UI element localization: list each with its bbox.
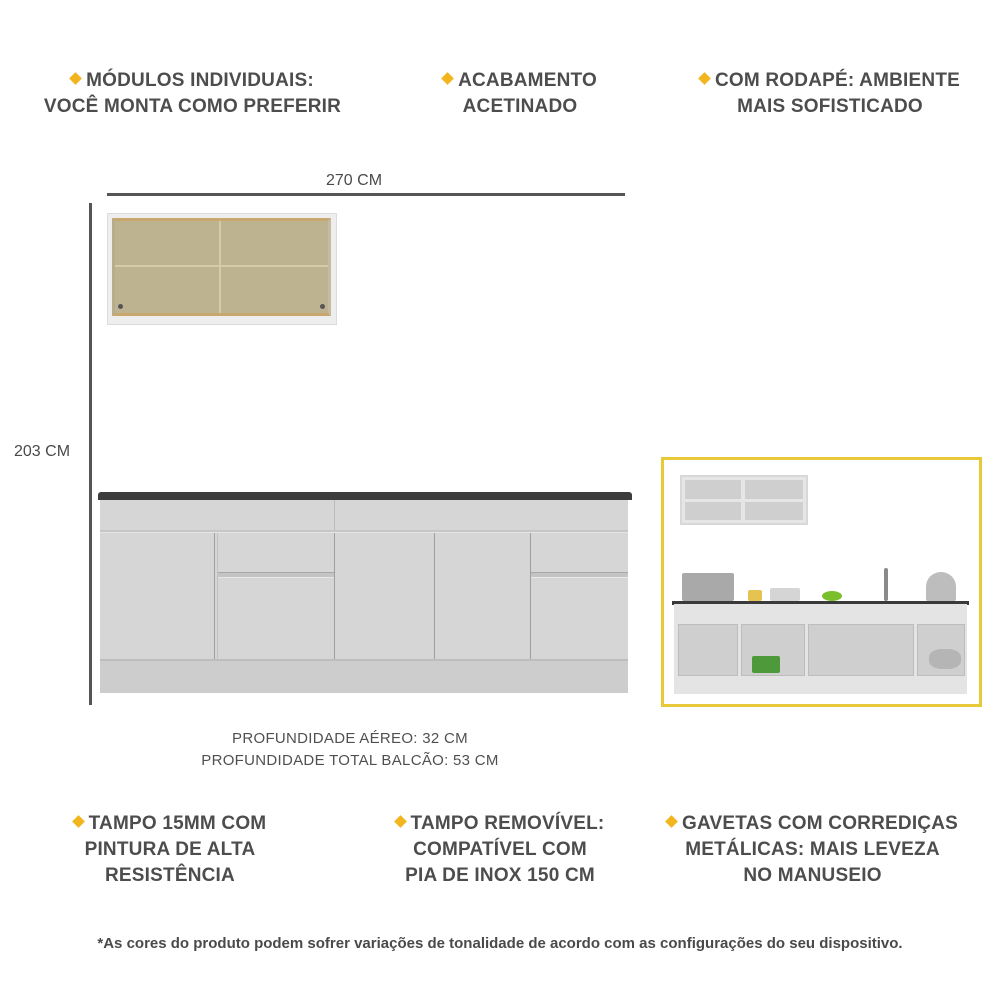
dish-rack-icon	[926, 572, 956, 601]
module-divider	[334, 500, 335, 530]
feature-text: COMPATÍVEL COM	[413, 839, 587, 860]
height-dimension-label: 203 CM	[14, 443, 71, 460]
diamond-bullet-icon	[665, 815, 678, 828]
shelf	[115, 265, 328, 267]
feature-text: GAVETAS COM CORREDIÇAS	[681, 813, 959, 834]
feature-acabamento	[420, 68, 620, 120]
width-dimension-line	[107, 193, 625, 196]
diamond-bullet-icon	[72, 815, 85, 828]
drawer-handle	[218, 572, 334, 578]
upper-cabinet-illustration	[107, 213, 337, 325]
faucet-icon	[884, 568, 888, 601]
diamond-bullet-icon	[441, 72, 454, 85]
feature-text: MAIS SOFISTICADO	[737, 96, 923, 117]
feature-text: TAMPO REMOVÍVEL:	[410, 813, 605, 834]
feature-tampo-removivel	[385, 811, 615, 889]
diamond-bullet-icon	[394, 815, 407, 828]
kettle-icon	[748, 590, 762, 601]
microwave-icon	[682, 573, 734, 601]
furnished-kitchen-photo	[661, 457, 982, 707]
feature-text: RESISTÊNCIA	[105, 865, 235, 886]
feature-text: MÓDULOS INDIVIDUAIS:	[86, 70, 314, 91]
inset-base-cabinet	[674, 604, 967, 694]
base-cabinet-illustration	[100, 500, 628, 693]
feature-text: METÁLICAS: MAIS LEVEZA	[685, 839, 940, 860]
feature-text: PIA DE INOX 150 CM	[405, 865, 595, 886]
diamond-bullet-icon	[698, 72, 711, 85]
glass-doors	[112, 218, 331, 316]
feature-text: VOCÊ MONTA COMO PREFERIR	[43, 96, 342, 117]
color-disclaimer: *As cores do produto podem sofrer variações de tonalidade de acordo com as configurações do seu dispositivo.	[97, 935, 903, 952]
cups-icon	[770, 588, 800, 601]
diamond-bullet-icon	[69, 72, 82, 85]
door-divider	[434, 533, 435, 659]
door-divider	[530, 533, 531, 659]
feature-text: ACABAMENTO	[458, 70, 597, 91]
door-divider	[217, 533, 218, 659]
width-dimension-label: 270 CM	[326, 172, 383, 189]
fruit-bowl-icon	[822, 591, 842, 601]
plinth	[100, 659, 628, 693]
feature-modulos-individuais	[40, 68, 345, 120]
depth-info	[0, 728, 700, 772]
feature-text: COM RODAPÉ: AMBIENTE	[714, 70, 961, 91]
countertop	[98, 492, 632, 500]
door-divider	[214, 533, 215, 659]
knob-icon	[118, 304, 123, 309]
inset-upper-cabinet	[680, 475, 808, 525]
knob-icon	[320, 304, 325, 309]
feature-text: ACETINADO	[462, 96, 578, 117]
top-rail	[100, 530, 628, 533]
feature-tampo-15mm	[50, 811, 290, 889]
feature-rodape	[690, 68, 970, 120]
feature-text: PINTURA DE ALTA	[84, 839, 256, 860]
feature-text: NO MANUSEIO	[743, 865, 882, 886]
door-divider	[219, 221, 221, 313]
feature-text: TAMPO 15MM COM	[88, 813, 267, 834]
feature-gavetas	[660, 811, 965, 889]
depth-upper: PROFUNDIDADE AÉREO: 32 CM	[232, 730, 468, 747]
drawer-handle	[531, 572, 628, 578]
height-dimension-line	[89, 203, 92, 705]
green-jars-icon	[752, 656, 780, 673]
pots-icon	[929, 649, 961, 669]
depth-base: PROFUNDIDADE TOTAL BALCÃO: 53 CM	[201, 752, 499, 769]
